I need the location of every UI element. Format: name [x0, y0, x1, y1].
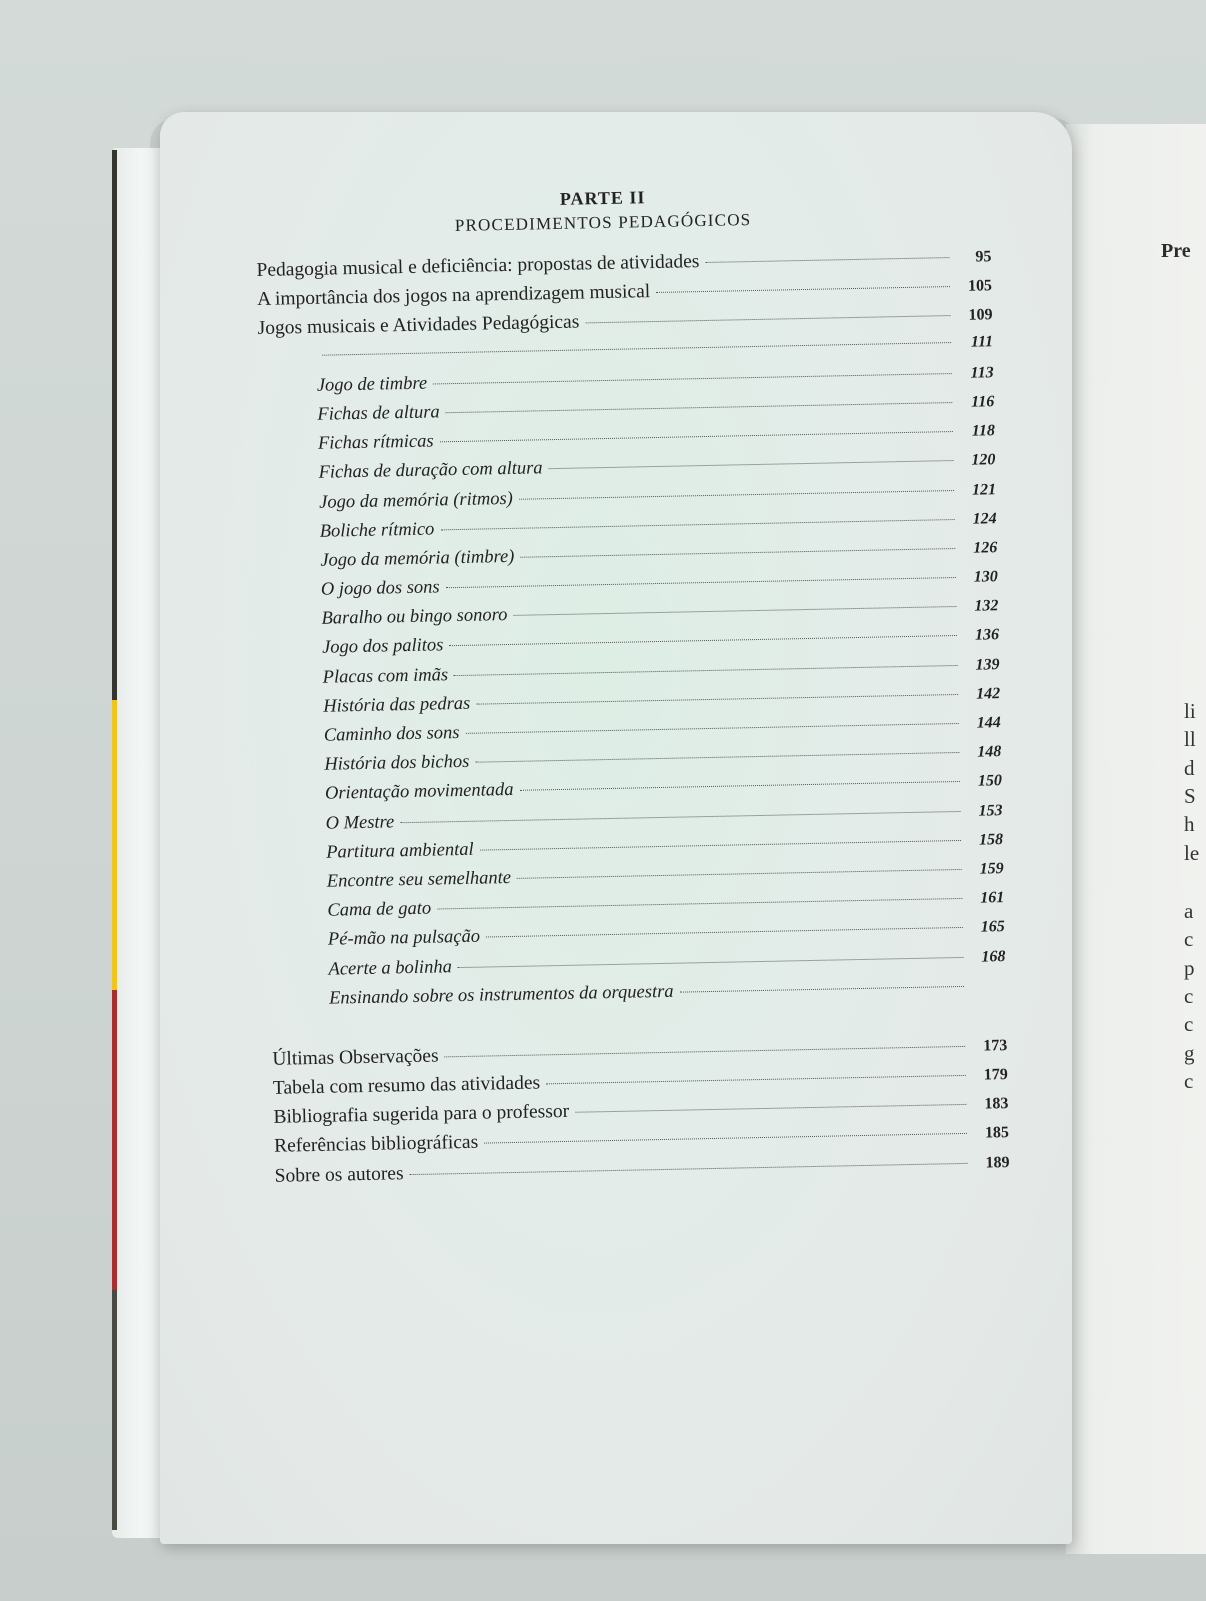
toc-entry: Jogos musicais e Atividades Pedagógicas 109	[257, 306, 993, 340]
facing-page-fragment: c	[1184, 1012, 1194, 1036]
toc-subentry: Encontre seu semelhante 159	[326, 860, 1004, 892]
part-label: PARTE II	[559, 187, 646, 209]
spine-stripe-yellow	[112, 700, 117, 990]
toc-subentry: Boliche rítmico 124	[319, 509, 997, 542]
toc-subentry: História das pedras 142	[323, 684, 1001, 717]
facing-page-fragment: S	[1184, 784, 1196, 808]
facing-page-fragment: le	[1184, 841, 1200, 865]
toc-subentry: O Mestre 153	[325, 801, 1003, 834]
toc-subentry: Fichas de duração com altura 120	[318, 451, 996, 484]
toc-entry: A importância dos jogos na aprendizagem musical 105	[256, 277, 993, 311]
facing-page-fragment: c	[1184, 984, 1194, 1008]
facing-page-fragment: c	[1184, 1069, 1194, 1093]
toc-end-entry: Sobre os autores 189	[274, 1153, 1010, 1187]
facing-page-fragment: h	[1184, 812, 1195, 836]
spine-stripe-dark-lower	[112, 1290, 117, 1530]
toc-subentry: Fichas de altura 116	[317, 393, 995, 425]
toc-subentry: Jogo da memória (ritmos) 121	[318, 480, 997, 513]
spine-stripe-red	[112, 990, 117, 1290]
toc-subentry-lead: 111	[258, 333, 993, 377]
facing-page-fragment: ll	[1184, 727, 1196, 751]
facing-page-fragment: d	[1184, 756, 1195, 780]
toc-subentry: História dos bichos 148	[324, 743, 1002, 775]
toc-end-entry: Tabela com resumo das atividades 179	[272, 1066, 1008, 1099]
toc-subentry: Fichas rítmicas 118	[317, 422, 996, 454]
facing-page	[1066, 124, 1206, 1554]
toc-subentry: Ensinando sobre os instrumentos da orquestra	[271, 975, 1006, 1019]
facing-page-fragment: li	[1184, 699, 1196, 723]
facing-page-heading: Pre	[1161, 240, 1191, 262]
facing-page-fragment: p	[1184, 956, 1195, 980]
toc-end-entry: Últimas Observações 173	[272, 1036, 1008, 1070]
toc-end-entries	[272, 1034, 1010, 1195]
toc-subentries	[259, 362, 1007, 1019]
toc-subentry: Jogo da memória (timbre) 126	[320, 539, 998, 571]
toc-subentry: Jogo dos palitos 136	[321, 626, 1000, 659]
toc-subentry: Caminho dos sons 144	[323, 714, 1001, 746]
toc-subentry: Cama de gato 161	[327, 889, 1005, 921]
toc-subentry: Jogo de timbre 113	[316, 363, 994, 396]
table-of-contents	[255, 180, 1010, 1194]
part-title: PROCEDIMENTOS PEDAGÓGICOS	[454, 210, 752, 235]
toc-subentry: Baralho ou bingo sonoro 132	[321, 597, 999, 629]
facing-page-fragment: c	[1184, 927, 1194, 951]
toc-subentry: Pé-mão na pulsação 165	[327, 918, 1006, 950]
toc-entry: Pedagogia musical e deficiência: propostas de atividades 95	[256, 248, 992, 281]
toc-subentry: Orientação movimentada 150	[324, 772, 1003, 805]
facing-page-fragment: g	[1184, 1041, 1195, 1065]
toc-end-entry: Referências bibliográficas 185	[273, 1124, 1010, 1158]
toc-entries	[256, 245, 1010, 1194]
toc-subentry: O jogo dos sons 130	[320, 568, 998, 600]
toc-subentry: Acerte a bolinha 168	[328, 947, 1006, 980]
facing-page-fragment: a	[1184, 899, 1194, 923]
toc-subentry: Partitura ambiental 158	[326, 830, 1004, 863]
toc-subentry: Placas com imãs 139	[322, 655, 1000, 688]
toc-end-entry: Bibliografia sugerida para o professor 183	[273, 1095, 1009, 1129]
spine-stripe-dark	[112, 150, 117, 700]
